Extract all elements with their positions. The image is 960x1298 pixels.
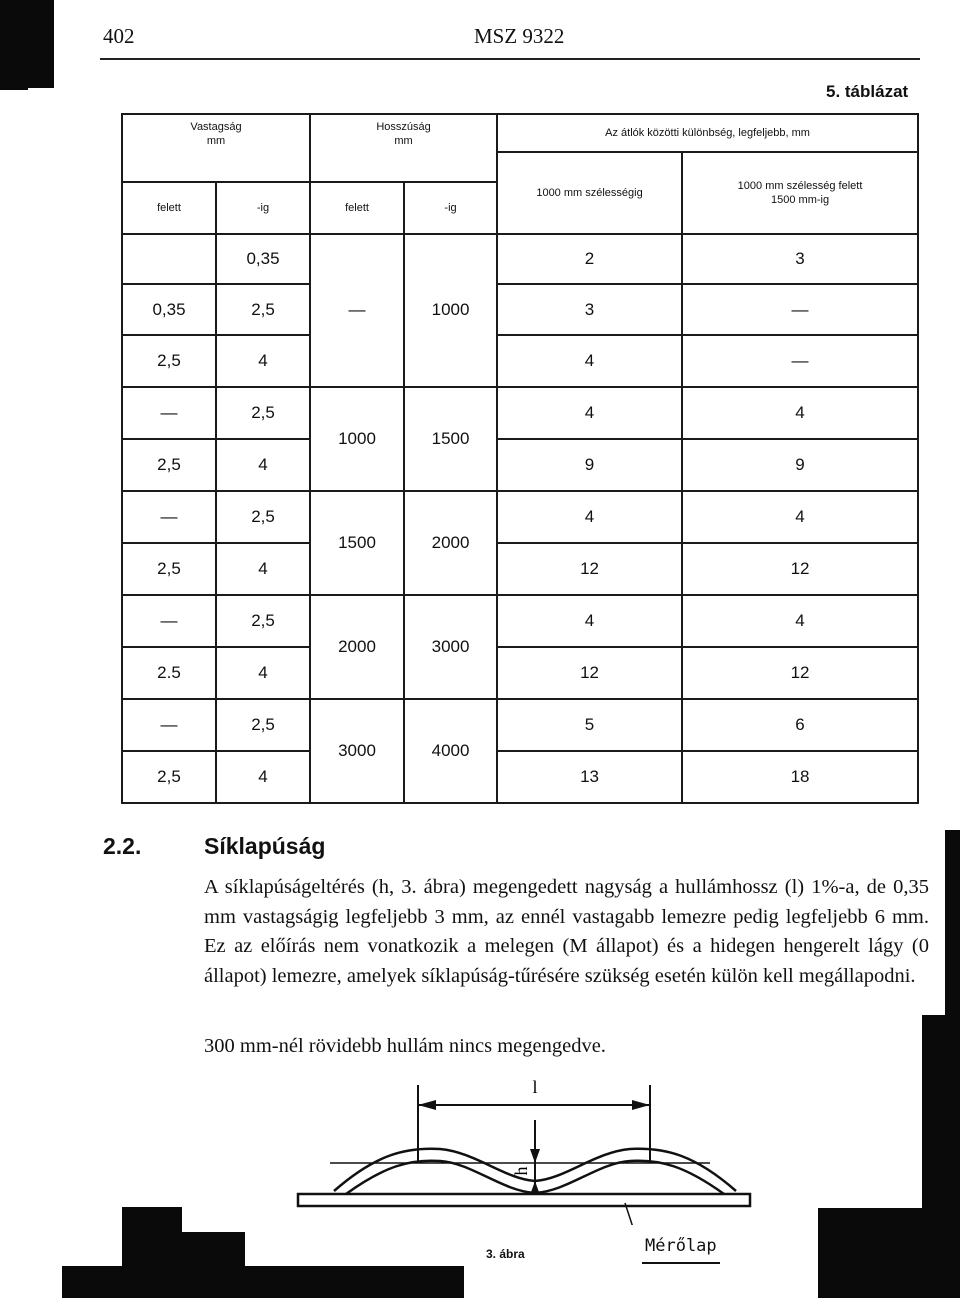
cell-diff-over-1000: 4 <box>682 595 918 647</box>
dimension-arrow-left <box>418 1100 436 1110</box>
deviation-label-h: h <box>511 1166 531 1176</box>
cell-diff-over-1000: 4 <box>682 387 918 439</box>
cell-thickness-to: 0,35 <box>216 234 310 284</box>
cell-diff-over-1000: 4 <box>682 491 918 543</box>
col-head-diagonal-difference: Az átlók közötti különbség, legfeljebb, mm <box>497 114 918 152</box>
length-head-spacer <box>310 152 497 182</box>
cell-diff-upto-1000: 12 <box>497 543 682 595</box>
cell-thickness-from: — <box>122 595 216 647</box>
cell-thickness-from: 2.5 <box>122 647 216 699</box>
cell-length-to: 2000 <box>404 491 497 595</box>
cell-thickness-from: 2,5 <box>122 335 216 387</box>
cell-thickness-from: 2,5 <box>122 543 216 595</box>
cell-diff-over-1000: 3 <box>682 234 918 284</box>
col-head-length: Hosszúság mm <box>310 114 497 152</box>
cell-diff-upto-1000: 2 <box>497 234 682 284</box>
cell-diff-over-1000: 9 <box>682 439 918 491</box>
section-number: 2.2. <box>103 833 142 859</box>
cell-diff-upto-1000: 5 <box>497 699 682 751</box>
cell-diff-upto-1000: 13 <box>497 751 682 803</box>
table-row <box>122 751 918 803</box>
cell-thickness-from: — <box>122 491 216 543</box>
flatness-figure <box>290 1075 760 1225</box>
cell-diff-over-1000: — <box>682 335 918 387</box>
cell-thickness-from: 2,5 <box>122 751 216 803</box>
cell-thickness-from <box>122 234 216 284</box>
table-row <box>122 387 918 439</box>
cell-length-to: 3000 <box>404 595 497 699</box>
cell-length-from <box>310 234 404 284</box>
col-head-width-upto-1000: 1000 mm szélességig <box>497 152 682 234</box>
cell-length-from: 3000 <box>310 699 404 803</box>
cell-thickness-to: 4 <box>216 751 310 803</box>
cell-diff-upto-1000: 4 <box>497 387 682 439</box>
figure-caption: 3. ábra <box>486 1247 525 1261</box>
cell-diff-over-1000: 6 <box>682 699 918 751</box>
cell-thickness-to: 2,5 <box>216 284 310 335</box>
cell-length-from: 1500 <box>310 491 404 595</box>
cell-diff-upto-1000: 12 <box>497 647 682 699</box>
scan-edge-bottom-left-c <box>62 1266 464 1298</box>
table-row <box>122 284 918 335</box>
cell-diff-over-1000: 12 <box>682 647 918 699</box>
cell-length-from: — <box>310 284 404 335</box>
table-row <box>122 647 918 699</box>
reference-plate <box>298 1194 750 1206</box>
dimension-label-l: l <box>532 1077 538 1097</box>
cell-diff-upto-1000: 3 <box>497 284 682 335</box>
cell-length-to: 1000 <box>404 284 497 335</box>
cell-length-to: 4000 <box>404 699 497 803</box>
cell-length-from: 1000 <box>310 387 404 491</box>
cell-diff-over-1000: 12 <box>682 543 918 595</box>
cell-thickness-to: 4 <box>216 335 310 387</box>
table-row <box>122 491 918 543</box>
cell-length-from <box>310 335 404 387</box>
cell-thickness-from: — <box>122 387 216 439</box>
cell-thickness-to: 2,5 <box>216 387 310 439</box>
cell-thickness-from: 2,5 <box>122 439 216 491</box>
table-row <box>122 543 918 595</box>
section-title: Síklapúság <box>204 833 326 859</box>
table-row <box>122 335 918 387</box>
cell-diff-upto-1000: 4 <box>497 335 682 387</box>
col-head-width-over-1000: 1000 mm szélesség felett 1500 mm-ig <box>682 152 918 234</box>
col-head-thickness: Vastagság mm <box>122 114 310 152</box>
dimension-arrow-right <box>632 1100 650 1110</box>
standard-code: MSZ 9322 <box>474 24 565 48</box>
cell-thickness-to: 4 <box>216 439 310 491</box>
diagonal-difference-table <box>121 113 919 804</box>
cell-thickness-to: 2,5 <box>216 595 310 647</box>
page-number: 402 <box>103 24 135 48</box>
col-head-length-from: felett <box>310 182 404 234</box>
table-row <box>122 595 918 647</box>
table-label: 5. táblázat <box>826 82 909 101</box>
flatness-paragraph: A síklapúságeltérés (h, 3. ábra) megengedett nagyság a hullámhossz (l) 1%-a, de 0,35 mm vastagságig legfeljebb 3 mm, az ennél vastagabb lemezre pedig legfeljebb 6 mm. Ez az előírás nem vonatkozik a melegen (M állapot) és a hidegen hengerelt lágy (0 állapot) lemezre, amelyek síklapúság-tűrésére szükség esetén külön kell megállapodni. <box>204 876 929 987</box>
col-head-thickness-to: -ig <box>216 182 310 234</box>
cell-diff-over-1000: 18 <box>682 751 918 803</box>
table-row <box>122 699 918 751</box>
cell-length-to <box>404 335 497 387</box>
table-row <box>122 234 918 284</box>
thickness-head-spacer <box>122 152 310 182</box>
cell-thickness-to: 2,5 <box>216 699 310 751</box>
scan-edge-top-left-lower <box>0 60 28 90</box>
cell-length-to <box>404 234 497 284</box>
deviation-arrow-head-top <box>530 1149 540 1163</box>
table-row <box>122 439 918 491</box>
cell-thickness-to: 4 <box>216 543 310 595</box>
reference-plate-label-underline <box>642 1262 720 1264</box>
cell-diff-upto-1000: 9 <box>497 439 682 491</box>
header-rule <box>100 58 920 60</box>
cell-thickness-from: — <box>122 699 216 751</box>
col-head-thickness-from: felett <box>122 182 216 234</box>
cell-diff-upto-1000: 4 <box>497 491 682 543</box>
reference-plate-label: Mérőlap <box>645 1236 717 1256</box>
cell-length-from: 2000 <box>310 595 404 699</box>
col-head-length-to: -ig <box>404 182 497 234</box>
cell-diff-upto-1000: 4 <box>497 595 682 647</box>
cell-thickness-from: 0,35 <box>122 284 216 335</box>
cell-length-to: 1500 <box>404 387 497 491</box>
cell-diff-over-1000: — <box>682 284 918 335</box>
wave-length-note: 300 mm-nél rövidebb hullám nincs megengedve. <box>204 1035 606 1057</box>
scan-edge-bottom-right <box>818 1208 960 1298</box>
cell-thickness-to: 4 <box>216 647 310 699</box>
cell-thickness-to: 2,5 <box>216 491 310 543</box>
